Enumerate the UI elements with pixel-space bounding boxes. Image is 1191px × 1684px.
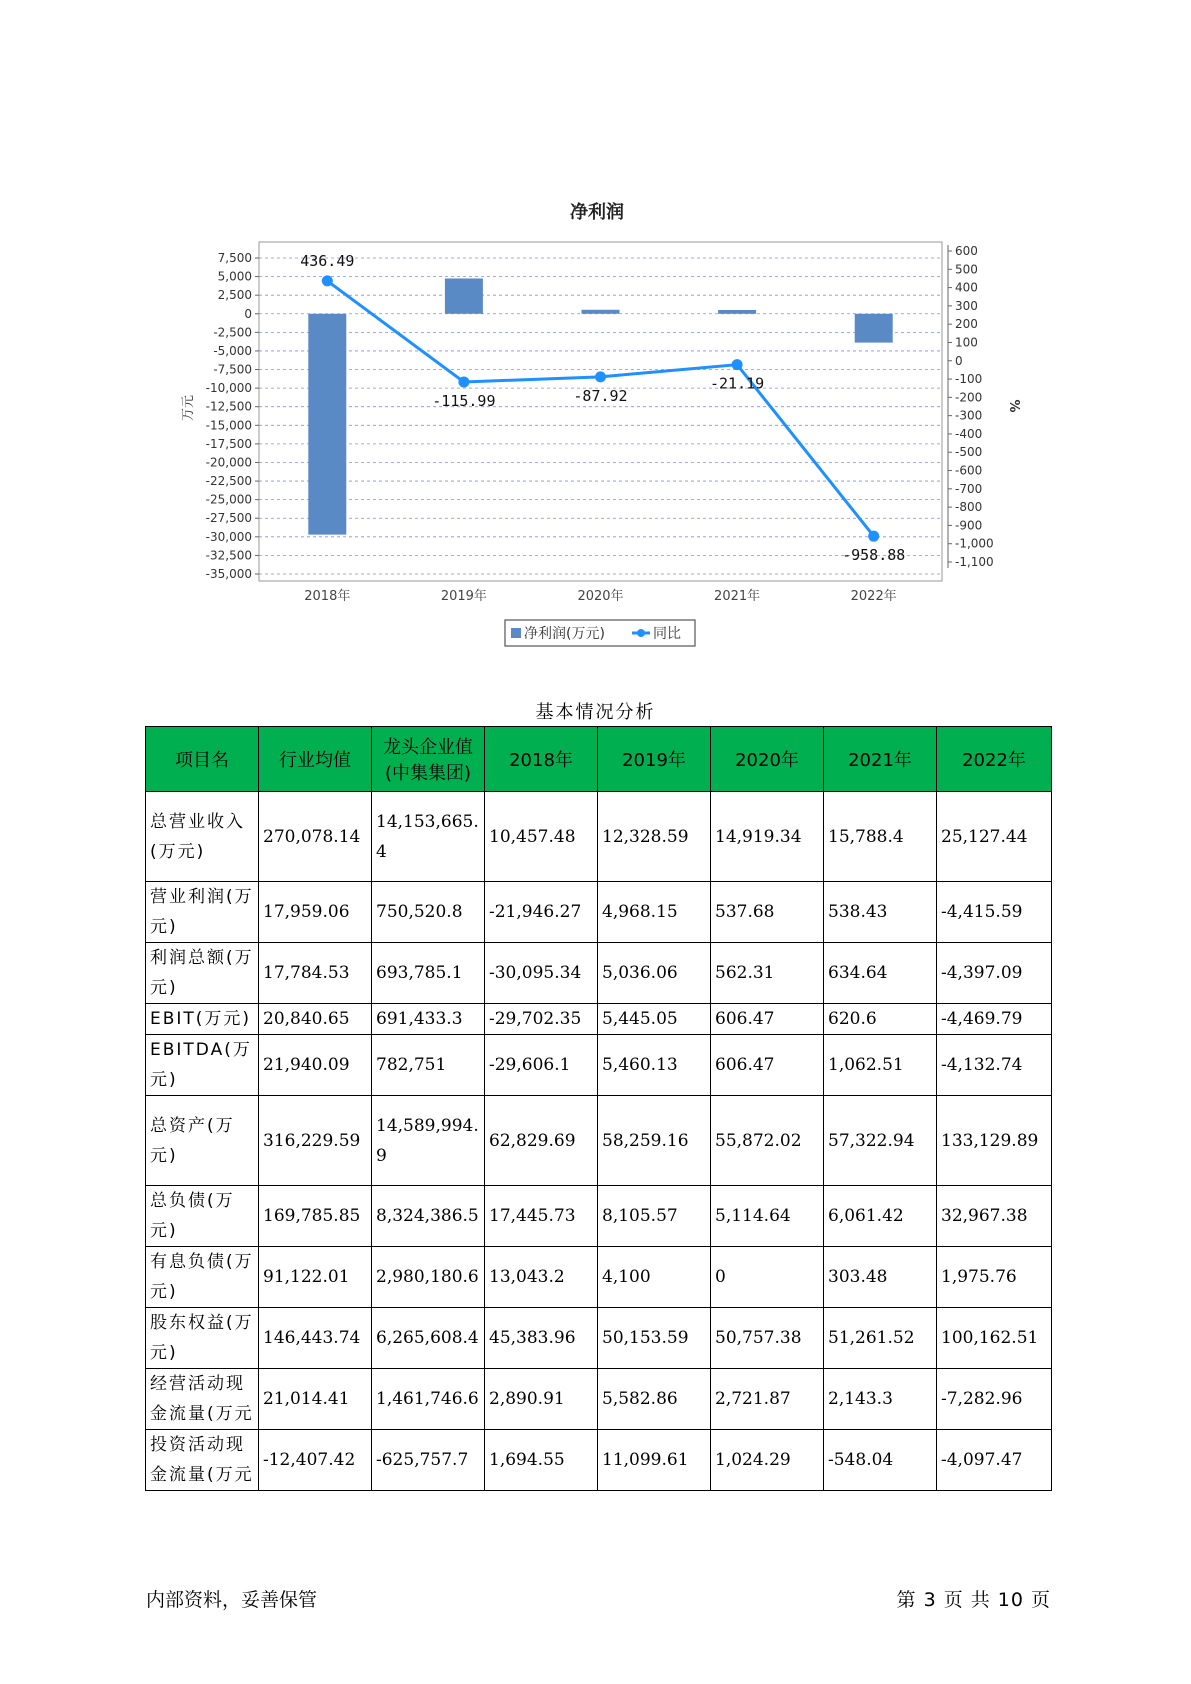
header-cell bbox=[485, 727, 598, 792]
table-cell: 4,968.15 bbox=[598, 882, 711, 943]
y-tick-label: -7,500 bbox=[213, 362, 252, 377]
yoy-data-label: -958.88 bbox=[842, 546, 906, 565]
chart-svg bbox=[0, 0, 1191, 660]
y-tick-label: 2,500 bbox=[217, 288, 252, 303]
row-name: 总负债(万元) bbox=[146, 1186, 259, 1247]
y2-tick-label: -500 bbox=[955, 445, 983, 460]
table-cell: 169,785.85 bbox=[259, 1186, 372, 1247]
y-tick-label: 0 bbox=[244, 306, 252, 321]
table-cell: 21,940.09 bbox=[259, 1035, 372, 1096]
table-row bbox=[146, 1308, 1052, 1369]
y-tick-label: -2,500 bbox=[213, 325, 252, 340]
header-cell bbox=[372, 727, 485, 792]
y2-tick-label: -800 bbox=[955, 500, 983, 515]
row-name: 投资活动现金流量(万元 bbox=[146, 1430, 259, 1491]
legend-line-label: 同比 bbox=[653, 626, 681, 642]
header-text: 2021年 bbox=[848, 750, 912, 771]
y-tick-label: -22,500 bbox=[205, 474, 252, 489]
y-tick-label: -20,000 bbox=[205, 455, 252, 470]
table-cell: 538.43 bbox=[824, 882, 937, 943]
bar-2021年 bbox=[718, 310, 756, 314]
table-cell: 2,721.87 bbox=[711, 1369, 824, 1430]
table-cell: 1,024.29 bbox=[711, 1430, 824, 1491]
header-cell bbox=[711, 727, 824, 792]
header-text: 2022年 bbox=[962, 750, 1026, 771]
table-row bbox=[146, 1035, 1052, 1096]
table-cell: -548.04 bbox=[824, 1430, 937, 1491]
header-text: 2020年 bbox=[735, 750, 799, 771]
header-cell bbox=[598, 727, 711, 792]
yoy-point bbox=[595, 371, 606, 382]
table-title: 基本情况分析 bbox=[535, 702, 656, 723]
y-tick-label: -25,000 bbox=[205, 492, 252, 507]
table-cell: -12,407.42 bbox=[259, 1430, 372, 1491]
table-cell: 5,036.06 bbox=[598, 943, 711, 1004]
row-name: 总营业收入(万元) bbox=[146, 792, 259, 882]
table-row bbox=[146, 792, 1052, 882]
table-cell: 51,261.52 bbox=[824, 1308, 937, 1369]
row-name: 有息负债(万元) bbox=[146, 1247, 259, 1308]
row-name: EBITDA(万元) bbox=[146, 1035, 259, 1096]
basic-analysis-table bbox=[145, 726, 1052, 1491]
yoy-data-label: 436.49 bbox=[300, 251, 355, 270]
y2-tick-label: 200 bbox=[955, 317, 978, 332]
y-tick-label: -32,500 bbox=[205, 548, 252, 563]
table-cell: 782,751 bbox=[372, 1035, 485, 1096]
table-body bbox=[146, 792, 1052, 1491]
header-cell bbox=[146, 727, 259, 792]
table-cell: 606.47 bbox=[711, 1035, 824, 1096]
y-tick-label: 7,500 bbox=[217, 251, 252, 265]
table-cell: -4,097.47 bbox=[937, 1430, 1052, 1491]
x-tick-label: 2019年 bbox=[440, 589, 487, 604]
y2-tick-label: -200 bbox=[955, 390, 983, 405]
y-tick-label: -15,000 bbox=[205, 418, 252, 433]
header-text: 行业均值 bbox=[279, 750, 351, 771]
row-name: EBIT(万元) bbox=[146, 1004, 259, 1035]
header-text: (中集集团) bbox=[384, 763, 472, 784]
y2-tick-label: 300 bbox=[955, 298, 978, 313]
y2-tick-label: 0 bbox=[955, 353, 963, 368]
table-cell: 8,105.57 bbox=[598, 1186, 711, 1247]
table-cell: 14,919.34 bbox=[711, 792, 824, 882]
legend-line-marker bbox=[637, 629, 645, 637]
table-cell: 20,840.65 bbox=[259, 1004, 372, 1035]
yoy-point bbox=[732, 359, 743, 370]
table-cell: 62,829.69 bbox=[485, 1096, 598, 1186]
table-cell: 13,043.2 bbox=[485, 1247, 598, 1308]
y2-tick-label: 100 bbox=[955, 335, 978, 350]
table-row bbox=[146, 1247, 1052, 1308]
table-cell: 5,114.64 bbox=[711, 1186, 824, 1247]
footer-page-number: 第 3 页 共 10 页 bbox=[896, 1589, 1051, 1611]
y-tick-label: 5,000 bbox=[217, 269, 252, 284]
table-cell: 634.64 bbox=[824, 943, 937, 1004]
table-cell: 2,890.91 bbox=[485, 1369, 598, 1430]
table-cell: -29,702.35 bbox=[485, 1004, 598, 1035]
table-cell: 750,520.8 bbox=[372, 882, 485, 943]
table-cell: 10,457.48 bbox=[485, 792, 598, 882]
table-cell: 316,229.59 bbox=[259, 1096, 372, 1186]
x-tick-label: 2018年 bbox=[304, 589, 351, 604]
yoy-data-label: -115.99 bbox=[432, 391, 496, 410]
header-cell bbox=[824, 727, 937, 792]
table-cell: 5,445.05 bbox=[598, 1004, 711, 1035]
y2-tick-label: 600 bbox=[955, 244, 978, 258]
table-cell: 55,872.02 bbox=[711, 1096, 824, 1186]
table-header-row bbox=[146, 727, 1052, 792]
table-cell: -29,606.1 bbox=[485, 1035, 598, 1096]
yoy-point bbox=[322, 275, 333, 286]
table-cell: 58,259.16 bbox=[598, 1096, 711, 1186]
table-cell: 6,265,608.4 bbox=[372, 1308, 485, 1369]
y-tick-label: -30,000 bbox=[205, 529, 252, 544]
header-text: 龙头企业值 bbox=[383, 737, 473, 758]
table-row bbox=[146, 1369, 1052, 1430]
x-tick-label: 2021年 bbox=[714, 589, 761, 604]
table-cell: 1,694.55 bbox=[485, 1430, 598, 1491]
table-cell: 693,785.1 bbox=[372, 943, 485, 1004]
table-cell: 50,757.38 bbox=[711, 1308, 824, 1369]
table-cell: 5,582.86 bbox=[598, 1369, 711, 1430]
y2-tick-label: -700 bbox=[955, 481, 983, 496]
table-cell: 11,099.61 bbox=[598, 1430, 711, 1491]
y2-axis-label: % bbox=[1006, 399, 1021, 413]
table-cell: 5,460.13 bbox=[598, 1035, 711, 1096]
table-cell: 14,589,994.9 bbox=[372, 1096, 485, 1186]
x-tick-label: 2020年 bbox=[577, 589, 624, 604]
table-row bbox=[146, 943, 1052, 1004]
table-cell: 562.31 bbox=[711, 943, 824, 1004]
row-name: 营业利润(万元) bbox=[146, 882, 259, 943]
table-row bbox=[146, 1004, 1052, 1035]
y2-tick-label: -1,000 bbox=[955, 536, 994, 551]
header-cell bbox=[937, 727, 1052, 792]
table-cell: 17,784.53 bbox=[259, 943, 372, 1004]
chart-title: 净利润 bbox=[570, 202, 624, 223]
y-tick-label: -35,000 bbox=[205, 567, 252, 581]
table-cell: 91,122.01 bbox=[259, 1247, 372, 1308]
row-name: 经营活动现金流量(万元 bbox=[146, 1369, 259, 1430]
y2-tick-label: -600 bbox=[955, 463, 983, 478]
table-cell: 45,383.96 bbox=[485, 1308, 598, 1369]
yoy-point bbox=[458, 376, 469, 387]
y2-tick-label: -1,100 bbox=[955, 555, 994, 569]
y2-tick-label: -400 bbox=[955, 426, 983, 441]
table-cell: 4,100 bbox=[598, 1247, 711, 1308]
table-cell: 620.6 bbox=[824, 1004, 937, 1035]
table-cell: -30,095.34 bbox=[485, 943, 598, 1004]
header-cell bbox=[259, 727, 372, 792]
table-row bbox=[146, 1186, 1052, 1247]
table-cell: 21,014.41 bbox=[259, 1369, 372, 1430]
x-tick-label: 2022年 bbox=[850, 589, 897, 604]
table-cell: 1,461,746.6 bbox=[372, 1369, 485, 1430]
y-tick-label: -5,000 bbox=[213, 343, 252, 358]
y-tick-label: -17,500 bbox=[205, 436, 252, 451]
bar-2020年 bbox=[582, 310, 620, 314]
bar-2022年 bbox=[855, 314, 893, 343]
table-cell: 17,445.73 bbox=[485, 1186, 598, 1247]
y2-tick-label: -100 bbox=[955, 372, 983, 387]
table-cell: 2,980,180.6 bbox=[372, 1247, 485, 1308]
table-cell: 1,062.51 bbox=[824, 1035, 937, 1096]
y2-tick-label: 500 bbox=[955, 262, 978, 277]
table-cell: 537.68 bbox=[711, 882, 824, 943]
y2-tick-label: -900 bbox=[955, 518, 983, 533]
legend-bar-label: 净利润(万元) bbox=[524, 626, 605, 642]
y-tick-label: -10,000 bbox=[205, 381, 252, 396]
table-cell: 606.47 bbox=[711, 1004, 824, 1035]
table-cell: 17,959.06 bbox=[259, 882, 372, 943]
table-cell: -7,282.96 bbox=[937, 1369, 1052, 1430]
table-cell: 6,061.42 bbox=[824, 1186, 937, 1247]
table-cell: -4,415.59 bbox=[937, 882, 1052, 943]
table-cell: -4,132.74 bbox=[937, 1035, 1052, 1096]
y-tick-label: -27,500 bbox=[205, 511, 252, 526]
bar-2019年 bbox=[445, 278, 483, 313]
yoy-data-label: -21.19 bbox=[710, 374, 765, 393]
header-text: 2018年 bbox=[509, 750, 573, 771]
table-cell: 14,153,665.4 bbox=[372, 792, 485, 882]
row-name: 利润总额(万元) bbox=[146, 943, 259, 1004]
legend-bar-swatch bbox=[511, 628, 521, 638]
footer-confidential-note: 内部资料，妥善保管 bbox=[146, 1589, 318, 1611]
table-cell: 2,143.3 bbox=[824, 1369, 937, 1430]
table-cell: 691,433.3 bbox=[372, 1004, 485, 1035]
net-profit-chart bbox=[0, 0, 1191, 660]
header-text: 项目名 bbox=[175, 750, 229, 771]
table-cell: 50,153.59 bbox=[598, 1308, 711, 1369]
bar-2018年 bbox=[308, 314, 346, 535]
table-cell: 270,078.14 bbox=[259, 792, 372, 882]
table-cell: -4,469.79 bbox=[937, 1004, 1052, 1035]
table-cell: 146,443.74 bbox=[259, 1308, 372, 1369]
table-cell: 303.48 bbox=[824, 1247, 937, 1308]
y-axis-label: 万元 bbox=[181, 394, 196, 422]
table-cell: 100,162.51 bbox=[937, 1308, 1052, 1369]
table-cell: 133,129.89 bbox=[937, 1096, 1052, 1186]
table-row bbox=[146, 1096, 1052, 1186]
table-cell: 1,975.76 bbox=[937, 1247, 1052, 1308]
table-cell: 15,788.4 bbox=[824, 792, 937, 882]
table-cell: -4,397.09 bbox=[937, 943, 1052, 1004]
y2-tick-label: -300 bbox=[955, 408, 983, 423]
yoy-data-label: -87.92 bbox=[573, 386, 628, 405]
table-row bbox=[146, 1430, 1052, 1491]
y-tick-label: -12,500 bbox=[205, 399, 252, 414]
table-cell: -21,946.27 bbox=[485, 882, 598, 943]
table-row bbox=[146, 882, 1052, 943]
table-cell: 32,967.38 bbox=[937, 1186, 1052, 1247]
plot-area bbox=[259, 242, 942, 581]
row-name: 总资产(万元) bbox=[146, 1096, 259, 1186]
row-name: 股东权益(万元) bbox=[146, 1308, 259, 1369]
header-text: 2019年 bbox=[622, 750, 686, 771]
table-cell: 57,322.94 bbox=[824, 1096, 937, 1186]
y2-tick-label: 400 bbox=[955, 280, 978, 295]
yoy-point bbox=[868, 531, 879, 542]
table-cell: 8,324,386.5 bbox=[372, 1186, 485, 1247]
table-cell: 25,127.44 bbox=[937, 792, 1052, 882]
table-cell: 0 bbox=[711, 1247, 824, 1308]
table-cell: 12,328.59 bbox=[598, 792, 711, 882]
table-cell: -625,757.7 bbox=[372, 1430, 485, 1491]
